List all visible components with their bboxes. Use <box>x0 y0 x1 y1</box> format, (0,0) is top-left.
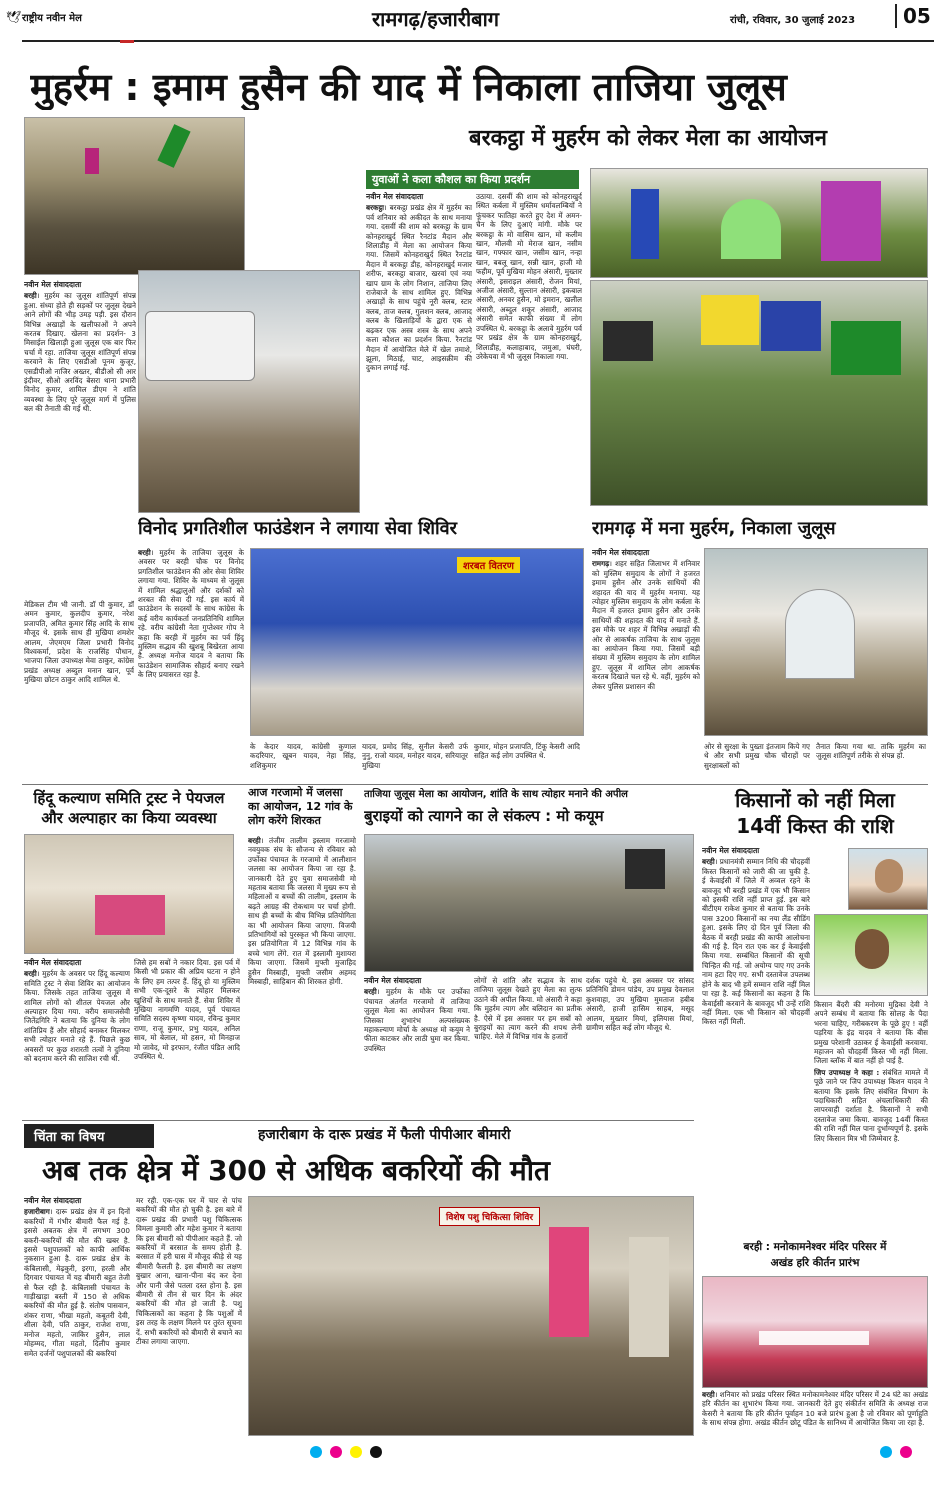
ppr-banner: विशेष पशु चिकित्सा शिविर <box>439 1207 540 1226</box>
cmyk-mark-black <box>370 1446 382 1458</box>
qayum-col-1: नवीन मेल संवाददाता बरही। मुहर्रम के मौके पर उर्फोका पंचायत अंतर्गत गरजामो में ताजिया जुलूस मेला का आयोजन किया गया. जिसका शुभारंभ अल्पसंख्यक महाकल्याण मोर्चा के अध्यक्ष मो कयूम ने फीता काटकर और लाठी घुमा कर किया. उपस्थित <box>364 976 470 1053</box>
masthead-rule <box>22 40 934 42</box>
barkattha-col-1 <box>366 192 472 502</box>
qayum-col-3: दर्शक पहुंचे थे. इस अवसर पर सांसद प्रतिनिधि डोमन पांडेय, उप प्रमुख देवलाल कुशवाहा, उप मुखिया मुमताज हबीब अंसारी, हाजी हासिम साहब, मसूद आलम, मुख्तार मियां, इलियास मियां, ग्रामीण सहित कई लोग मौजूद थे. <box>586 976 694 1033</box>
masthead <box>0 0 945 48</box>
kisan-byline: नवीन मेल संवाददाता <box>702 846 760 855</box>
kirtan-headline-1: बरही : मनोकामनेश्वर मंदिर परिसर में <box>743 1241 887 1253</box>
ppr-byline: नवीन मेल संवाददाता <box>24 1196 82 1205</box>
lead-place: बरही <box>24 291 37 301</box>
cmyk-mark-cyan-right <box>880 1446 892 1458</box>
cmyk-mark-magenta <box>330 1446 342 1458</box>
kirtan-article: बरही। शनिवार को प्रखंड परिसर स्थित मनोकामनेश्वर मंदिर परिसर में 24 घंटे का अखंड हरि कीर्तन का शुभारंभ किया गया. जानकारी देते हुए संकीर्तन समिति के अध्यक्ष राज केसरी ने बताया कि हरि कीर्तन पूर्वाहन 10 बजे प्रारंभ हुआ है जो रविवार को पूर्णाहुति के साथ संपन्न होगा. अखंड कीर्तन छोटू पंडित के सानिध्य में आयोजित किया जा रहा है. <box>702 1390 928 1428</box>
ramgarh-tail-2: तैनात किया गया था. ताकि मुहर्रम का जुलूस शांतिपूर्ण तरीके से संपन्न हो. <box>816 742 926 761</box>
qayum-headline: बुराइयों को त्यागने का ले संकल्प : मो कयूम <box>364 807 604 825</box>
ramgarh-tazia-photo <box>704 548 928 736</box>
barkattha-text-1: । बरकट्ठा प्रखंड क्षेत्र में मुहर्रम का पर्व शनिवार को अकीदत के साथ मनाया गया. दसवीं की शाम को बरकट्ठा के ग्राम कोनहराखुर्द स्थित रैनटांड मैदान और शिलाडीह में मेला का आयोजन किया गया. जिसमें कोनहराखुर्द स्थित रैनटांड मैदान में बरकट्ठा डीह, कोनहराखुर्द मजार शरीफ, बरकट्ठा बाजार, खरवां एवं नया खाप ग्राम के लोग निशान, ताजिया लिए राजेबाजे के साथ शामिल हुए. विभिन्न अखाड़ों के साथ पहुंचे नूरी क्लब, स्टार क्लब, ताज क्लब, गुलशन क्लब, आजाद क्लब के खिलाड़ियों के द्वारा एक से बढ़कर एक अस्त्र शस्त्र के साथ अपने कला कौशल का प्रदर्शन किया. रैनटांड मैदान में आयोजित मेले में खेल तमाशे, झूला, मिठाई, चाट, आइसक्रीम की दुकान लगाई गई. <box>366 203 472 373</box>
camp-banner: शरबत वितरण <box>457 557 520 573</box>
barkattha-col-2 <box>476 192 582 502</box>
ramgarh-article <box>592 548 700 780</box>
kirtan-place: बरही <box>702 1390 715 1399</box>
cmyk-mark-cyan <box>310 1446 322 1458</box>
kirtan-mandir-photo <box>702 1276 928 1388</box>
lead-byline: नवीन मेल संवाददाता <box>24 280 82 289</box>
ppr-vet-camp-photo <box>248 1196 694 1436</box>
barkattha-subhead: युवाओं ने कला कौशल का किया प्रदर्शन <box>366 170 579 189</box>
ramgarh-byline: नवीन मेल संवाददाता <box>592 548 650 557</box>
vinod-col-1 <box>138 548 244 780</box>
masthead-accent-rule <box>120 40 134 43</box>
cmyk-mark-yellow <box>350 1446 362 1458</box>
vinod-headline: विनोद प्रगतिशील फाउंडेशन ने लगाया सेवा शिविर <box>138 518 458 539</box>
ambulance-camp-photo <box>138 270 360 513</box>
vinod-names-3: कुमार, मोहन प्रजापति, टिंकू केसरी आदि सहित कई लोग उपस्थित थे. <box>474 742 580 761</box>
jalsa-place: बरही <box>248 836 261 845</box>
kisan-portrait-photo-1 <box>848 848 928 910</box>
ppr-col-1: नवीन मेल संवाददाता हजारीबाग। दारू प्रखंड क्षेत्र में इन दिनों बकरियों में गंभीर बीमारी फैल गई है. इससे अबतक क्षेत्र में लगभग 300 बकरी-बकरियों की मौत की खबर है. इससे पशुपालकों को काफी आर्थिक नुकसान हुआ है. दारू प्रखंड क्षेत्र के कंबिलासी, मेढ़कुरी, इरगा, हरली और दिगवार पंचायत में यह बीमारी बहुत तेजी से फैल रही है. कंबिलासी पंचायत के गाड़ीखाड़ा बस्ती में 150 से अधिक बकरियों की मौत हुई है. संतोष पासवान, शंकर राणा, भीखा महतो, कबूतरी देवी, शीला देवी, पति ठाकुर, राजेश राणा, मनोज महतो, जाकिर हुसैन, लाल मोहम्मद, गीता महतो, दिलीप कुमार समेत दर्जनों पशुपालकों की बकरियां <box>24 1196 130 1358</box>
vinod-names-2: यादव, प्रमोद सिंह, सुनील केसरी उर्फ नुनु, राजो यादव, मनोहर यादव, सरियातूर मुखिया <box>362 742 468 770</box>
sharbat-camp-photo <box>250 548 584 736</box>
vinod-text-1: । मुहर्रम के ताजिया जुलूस के अवसर पर बरही चौक पर विनोद प्रगतिशील फाउंडेशन की ओर सेवा शिविर लगाया गया. शिविर के माध्यम से जुलूस में शामिल श्रद्धालुओं और दर्शकों को शरबत की सेवा दी गई. इस कार्य में फाउंडेशन के सदस्यों के साथ कांग्रेस के कई वरीय कार्यकर्ता जनप्रतिनिधि शामिल रहे. वरीय कांग्रेसी नेता गुप्तेश्वर गोप ने कहा कि बरही में मुहर्रम का पर्व हिंदू मुस्लिम सद्भाव की खुशबू बिखेरता आया है. अध्यक्ष मनोज यादव ने बताया कि फाउंडेशन सामाजिक सौहार्द बनाए रखने के लिए प्रयासरत रहा है. <box>138 548 244 680</box>
ppr-headline: अब तक क्षेत्र में 300 से अधिक बकरियों की मौत <box>42 1154 550 1187</box>
jalsa-headline: आज गरजामो में जलसा का आयोजन, 12 गांव के लोग करेंगे शिरकत <box>248 786 353 827</box>
masthead-section: रामगढ़/हजारीबाग <box>372 7 500 31</box>
ppr-tag: चिंता का विषय <box>24 1124 154 1148</box>
masthead-dateline: रांची, रविवार, 30 जुलाई 2023 <box>730 15 856 26</box>
vinod-names-1: के केदार यादव, कांग्रेसी कुणाल कदरियार, खूबन यादव, नेहा सिंह, शशिकुमार <box>250 742 356 770</box>
ppr-col-2: मर रही. एक-एक घर में चार से पांच बकरियों की मौत हो चुकी है. इस बारे में दारू प्रखंड की प्रभारी पशु चिकित्सक विमला कुमारी और महेश कुमार ने बताया कि इस बीमारी को पीपीआर कहते हैं. जो बकरियों में बरसात के समय होती है. बरसात में हरी घास में मौजूद कीड़े से यह बीमारी फैलती है. इस बीमारी का लक्षण बुखार आना, खाना-पीना बंद कर देना और पानी जैसे पतला दस्त होना है. इस बीमारी से तीन से चार दिन के अंदर बकरियों की मौत हो जाती है. पशु चिकित्सकों का कहना है कि पशुओं में इस तरह के लक्षण मिलने पर तुरंत सूचना दें. सभी बकरियों को बीमारी से बचाने का टीका लगाया जाएगा. <box>136 1196 242 1347</box>
hindu-byline: नवीन मेल संवाददाता <box>24 958 82 967</box>
bird-logo-icon: 🕊 <box>6 10 22 24</box>
vinod-col-2-medical: मेडिकल टीम भी जानी. डॉ पी कुमार, डॉ अमन कुमार, कुलदीप कुमार, नरेश प्रजापति, अमित कुमार सिंह आदि के साथ मौजूद थे. इसके साथ ही मुखिया शमशेर आलम, जेएमएम जिला प्रभारी विनोद विश्वकर्मा, प्रदेश के राजसिंह पौधान, भाजपा जिला उपाध्यक्ष मेवा ठाकुर, कांग्रेस प्रखंड अध्यक्ष अब्दुल मनान खान, पूर्व मुखिया छोटन ठाकुर आदि शामिल थे. <box>24 600 134 685</box>
masthead-page-number: 05 <box>895 4 931 28</box>
ramgarh-body: । शहर सहित जिलाभर में शनिवार को मुस्लिम समुदाय के लोगों ने हजरत इमाम हुसैन और उनके साथियों की शहादत की याद में मुहर्रम मनाया. यह त्योहार मुस्लिम समुदाय के लोग कर्बला के मैदान में हजरत इमाम हुसैन और उनके साथियों की शहादत की याद में मनाते हैं. इस मौके पर शहर में विभिन्न अखाड़ों की ओर से आकर्षक ताजिया के साथ जुलूस का आयोजन किया गया. जिसमें बड़ी संख्या में मुस्लिम समुदाय के लोग शामिल हुए. जुलूस में शामिल लोग आकर्षक करतब दिखाते चल रहे थे. वहीं, मुहर्रम को लेकर पुलिस प्रशासन की <box>592 559 700 691</box>
qayum-col-2: लोगों से शांति और सद्भाव के साथ ताजिया जुलूस देखते हुए मेला का लुत्फ उठाने की अपील किया. मो अंसारी ने कहा कि मुहर्रम त्याग और बलिदान का प्रतीक है. ऐसे में इस अवसर पर हम सबों को बुराइयों का त्याग करने की शपथ लेनी चाहिए. मेले में विभिन्न गांव के हजारों <box>474 976 582 1042</box>
ppr-place: हजारीबाग <box>24 1207 50 1217</box>
kisan-headline-1: किसानों को नहीं मिला <box>735 788 895 812</box>
kisan-quote-label: जिप उपाध्यक्ष ने कहा : <box>814 1067 880 1077</box>
hindu-col-1: नवीन मेल संवाददाता बरही। मुहर्रम के अवसर पर हिंदू कल्याण समिति ट्रस्ट ने सेवा शिविर का आयोजन किया. जिसके तहत ताजिया जुलूस में शामिल लोगों को शीतल पेयजल और अल्पाहार दिया गया. वरीय समाजसेवी जितेंद्रगिरि ने बताया कि दुनिया के लोग शांतिप्रिय हैं और सौहार्द बनाकर मिलकर सभी त्योहार मनाते रहे हैं. पिछले कुछ अवसरों पर कुछ शरारती तत्वों ने दुनिया को बदनाम करने की साजिश रची थी. <box>24 958 130 1064</box>
barkattha-place: बरकट्ठा <box>366 203 384 213</box>
cmyk-mark-magenta-right <box>900 1446 912 1458</box>
section-divider-2 <box>22 1120 694 1121</box>
masthead-logo: राष्ट्रीय नवीन मेल <box>22 13 82 24</box>
tazia-tower-photo <box>590 168 928 278</box>
barkattha-byline: नवीन मेल संवाददाता <box>366 192 424 201</box>
lead-headline: मुहर्रम : इमाम हुसैन की याद में निकाला ताजिया जुलूस <box>30 65 787 109</box>
ppr-kicker: हजारीबाग के दारू प्रखंड में फैली पीपीआर बीमारी <box>258 1127 511 1143</box>
section-divider-1 <box>22 784 928 785</box>
ramgarh-headline: रामगढ़ में मना मुहर्रम, निकाला जुलूस <box>592 518 836 539</box>
muharram-crowd-photo <box>24 117 245 275</box>
flag-procession-photo <box>590 280 928 506</box>
kisan-headline-2: 14वीं किस्त की राशि <box>736 814 894 838</box>
kisan-col-2: किसान बैंदरी की मनोरमा मुद्रिका देवी ने अपने सम्बंध में बताया कि सोलह के पैदा भरना चाहिए, गरीबकरण के पूछे हुए ! वहीं पड़रिया के इंद्र यादव ने बताया कि बीस प्रमुख परेशानी उठाकर ई केवाईसी करवाया. महाजन को चौदहवीं किस्त भी नहीं मिला. जिला ब्लॉक में बात नहीं हो पाई है. जिप उपाध्यक्ष ने कहा : संबंधित मामले में पूछे जाने पर जिप उपाध्यक्ष किशन यादव ने बताया कि इसके लिए संबंधित विभाग के पदाधिकारी सहित अंचलाधिकारी की लापरवाही दर्शाता है. किसानों ने सभी दस्तावेज जमा किया. बावजूद 14वीं किस्त की राशि नहीं मिल पाना दुर्भाग्यपूर्ण है. इसके लिए किसान मित्र भी जिम्मेवार है. <box>814 1000 928 1143</box>
barkattha-headline: बरकट्ठा में मुहर्रम को लेकर मेला का आयोजन <box>469 126 827 151</box>
lead-body: । मुहर्रम का जुलूस शांतिपूर्ण संपन्न हुआ. संध्या होते ही सड़कों पर जुलूस देखने आने लोगों की भीड़ उमड़ पड़ी. इस दौरान विभिन्न अखाड़ों के खलीफाओं ने अपने करतब दिखाए. खेलना का प्रदर्शन- 3 मिसाईल खिलाड़ी हुआ जुलूस एक बार फिर चर्चा में रहा. ताजिया जुलूस शांतिपूर्ण संपन्न करवाने के लिए एसडीओ पूनम कुजूर, एसडीपीओ नाजिर अख्तर, बीडीओ सी आर इंदीवर, सीओ अरविंद बेसरा थाना प्रभारी विनोद कुमार, शामिल डीएम ने शांति व्यवस्था के लिए पूरे जुलूस मार्ग में पुलिस बल की तैनाती की गई थी. <box>24 291 136 414</box>
kisan-portrait-photo-2 <box>814 914 928 996</box>
hindu-col-2: जिसे हम सबों ने नकार दिया. इस पर्व में किसी भी प्रकार की अप्रिय घटना न होने के लिए हम तत्पर हैं. हिंदू हो या मुस्लिम सभी एक-दूसरे के त्योहार मिलकर खुशियों के साथ मनाते हैं. सेवा शिविर में मुखिया नागमणि यादव, पूर्व पंचायत समिति सदस्य कृष्णा यादव, रविन्द्र कुमार राणा, राजू कुमार, प्रभु यादव, अनिल साव, मो बेलाल, मो हसन, मो मिनहाज मो जावेद, मो इरफान, रंजीत पंडित आदि उपस्थित थे. <box>134 958 240 1062</box>
hindu-headline: हिंदू कल्याण समिति ट्रस्ट ने पेयजल और अल्पाहार का किया व्यवस्था <box>33 789 225 827</box>
kirtan-headline-2: अखंड हरि कीर्तन प्रारंभ <box>770 1257 860 1269</box>
barkattha-text-2: उठाया. दसवीं की शाम को कोनहराखुर्द स्थित कर्बला में मुस्लिम धर्मावलम्बियों ने फूंचकर फातिहा करते हुए देश में अमन-चैन के लिए दुआएं मांगी. मौके पर बरकट्ठा के मो वासिम खान, मो कलीम खान, मौलवी मो मेराज खान, नसीम खान, गफ्फार खान, जसीम खान, नन्हा खान, बबलू खान, सन्नी खान, हाजी मो फहीम, पूर्व मुखिया मोहन अंसारी, मुख्तार अंसारी, इसराइल अंसारी, रोजन मियां, अजीज अंसारी, सुल्तान अंसारी, इकबाल अंसारी, अनवर हुसैन, मो इमरान, खलील अंसारी, अब्दुल शकूर अंसारी, आजाद अंसारी समेत काफी संख्या में लोग उपस्थित थे. बरकट्ठा के अलावे मुहर्रम पर्व पर प्रखंड क्षेत्र के ग्राम कोनहराखुर्द, शिलाडीह, कलाहाबाद, जमुआ, घंघरी, उरेकेयवा में भी जुलूस निकाला गया. <box>476 192 582 361</box>
qayum-kicker: ताजिया जुलूस मेला का आयोजन, शांति के साथ त्योहार मनाने की अपील <box>364 789 628 800</box>
vinod-place: बरही <box>138 548 151 557</box>
kisan-col-1: नवीन मेल संवाददाता बरही। प्रधानमंत्री सम्मान निधि की चौदहवीं किस्त किसानों को जारी की जा चुकी है. ई केवाईसी में जिले में अव्वल रहने के बावजूद भी बरही प्रखंड में एक भी किसान को इसकी राशि नहीं प्राप्त हुई. इस बारे बीटीएम राकेश कुमार से बताया कि उनके पास 3200 किसानों का नया लैंड सीडिंग हुआ. इसके लिए दो दिन पूर्व जिला की बैठक में बरही प्रखंड की काफी आलोचना की गई है. दिन रात एक कर ई केवाईसी किया गया. सम्बंधित किसानों की सूची चिन्हित की गई. जो अयोग्य पाए गए उनके नाम हटा दिए गए. सभी दस्तावेज उपलब्ध होने के बाद भी हमें सम्मान राशि नहीं मिल पा रहा है. कई किसानों का कहना है कि केवाईसी करवाने के बावजूद भी उन्हें राशि नहीं मिला. एक भी किसान को चौदहवीं किस्त नहीं मिली. <box>702 846 810 1027</box>
ramgarh-tail-1: ओर से सुरक्षा के पुख्ता इंतजाम किये गए थे और सभी प्रमुख चौक चौराहों पर सुरक्षाबलों को <box>704 742 810 770</box>
hindu-camp-photo <box>24 834 234 954</box>
qayum-byline: नवीन मेल संवाददाता <box>364 976 422 985</box>
jalsa-article: बरही। तंजीम तालीम इस्लाम गरजामो नवयुवक संघ के सौजन्य से रविवार को उर्फोका पंचायत के गरजामो में आलीशान जलसा का आयोजन किया जा रहा है. जानकारी देते हुए युवा समाजसेवी मो महताब बताया कि जलसा में मुख्य रूप से महिलाओं व बच्चों की तालीम, इस्लाम के बढ़ते आग्रह की रोकथाम पर चर्चा होगी. साथ ही बच्चों के बीच विभिन्न प्रतियोगिता का भी आयोजन किया जाएगा. विजयी प्रतिभागियों को पुरस्कृत भी किया जाएगा. इस प्रतियोगिता में 12 विभिन्न गांव के बच्चे भाग लेंगे. रात में इस्लामी मुशायरा किया जाएगा. जिसमें मुफ्ती मुजाहिद हुसैन मिस्बाही, मुफ्ती जसीम अहमद मिस्बाही, साहिबान की शिरकत होगी. <box>248 836 356 987</box>
qayum-group-photo <box>364 834 694 972</box>
qayum-place: बरही <box>364 987 377 997</box>
hindu-place: बरही <box>24 969 37 979</box>
kisan-place: बरही <box>702 857 715 867</box>
ramgarh-place: रामगढ़ <box>592 559 610 569</box>
